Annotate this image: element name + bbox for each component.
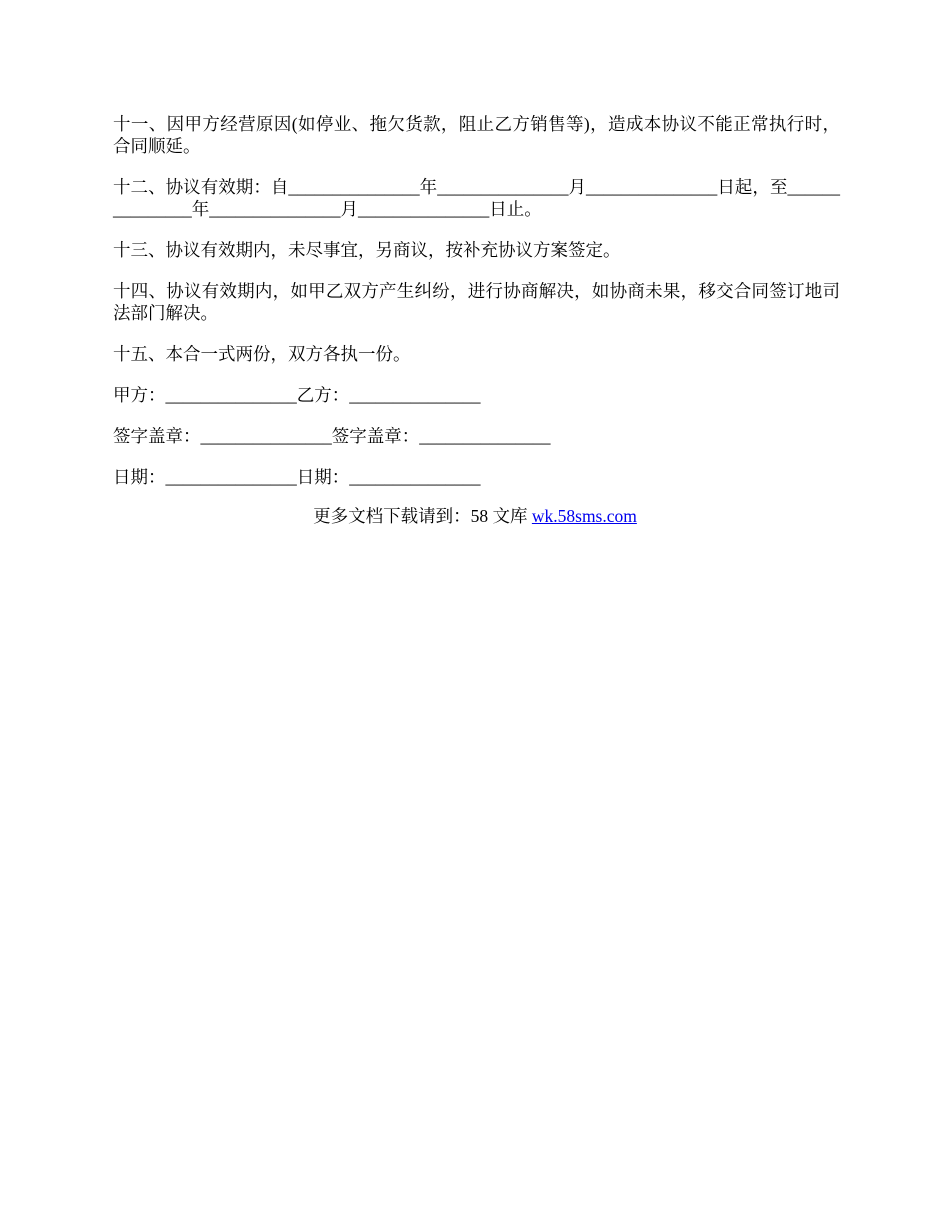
clause-13: 十三、协议有效期内，未尽事宜，另商议，按补充协议方案签定。 (113, 240, 621, 260)
party-names-line: 甲方：_______________乙方：_______________ (113, 385, 481, 405)
clause-14: 十四、协议有效期内，如甲乙双方产生纠纷，进行协商解决，如协商未果，移交合同签订地司法部门解决。 (113, 281, 840, 323)
document-body (113, 113, 840, 507)
clause-15: 十五、本合一式两份，双方各执一份。 (113, 344, 411, 364)
footer-link[interactable]: wk.58sms.com (531, 506, 637, 526)
footer-text: 更多文档下载请到：58 文库 (313, 506, 532, 526)
clause-12-validity-period: 十二、协议有效期：自_______________年_______________月_______________日起，至_______________年_______________月_______________日止。 (113, 177, 840, 219)
footer (0, 505, 950, 527)
signature-seal-line: 签字盖章：_______________签字盖章：_______________ (113, 426, 551, 446)
date-line: 日期：_______________日期：_______________ (113, 467, 481, 487)
clause-11: 十一、因甲方经营原因(如停业、拖欠货款，阻止乙方销售等)，造成本协议不能正常执行时，合同顺延。 (113, 114, 840, 156)
